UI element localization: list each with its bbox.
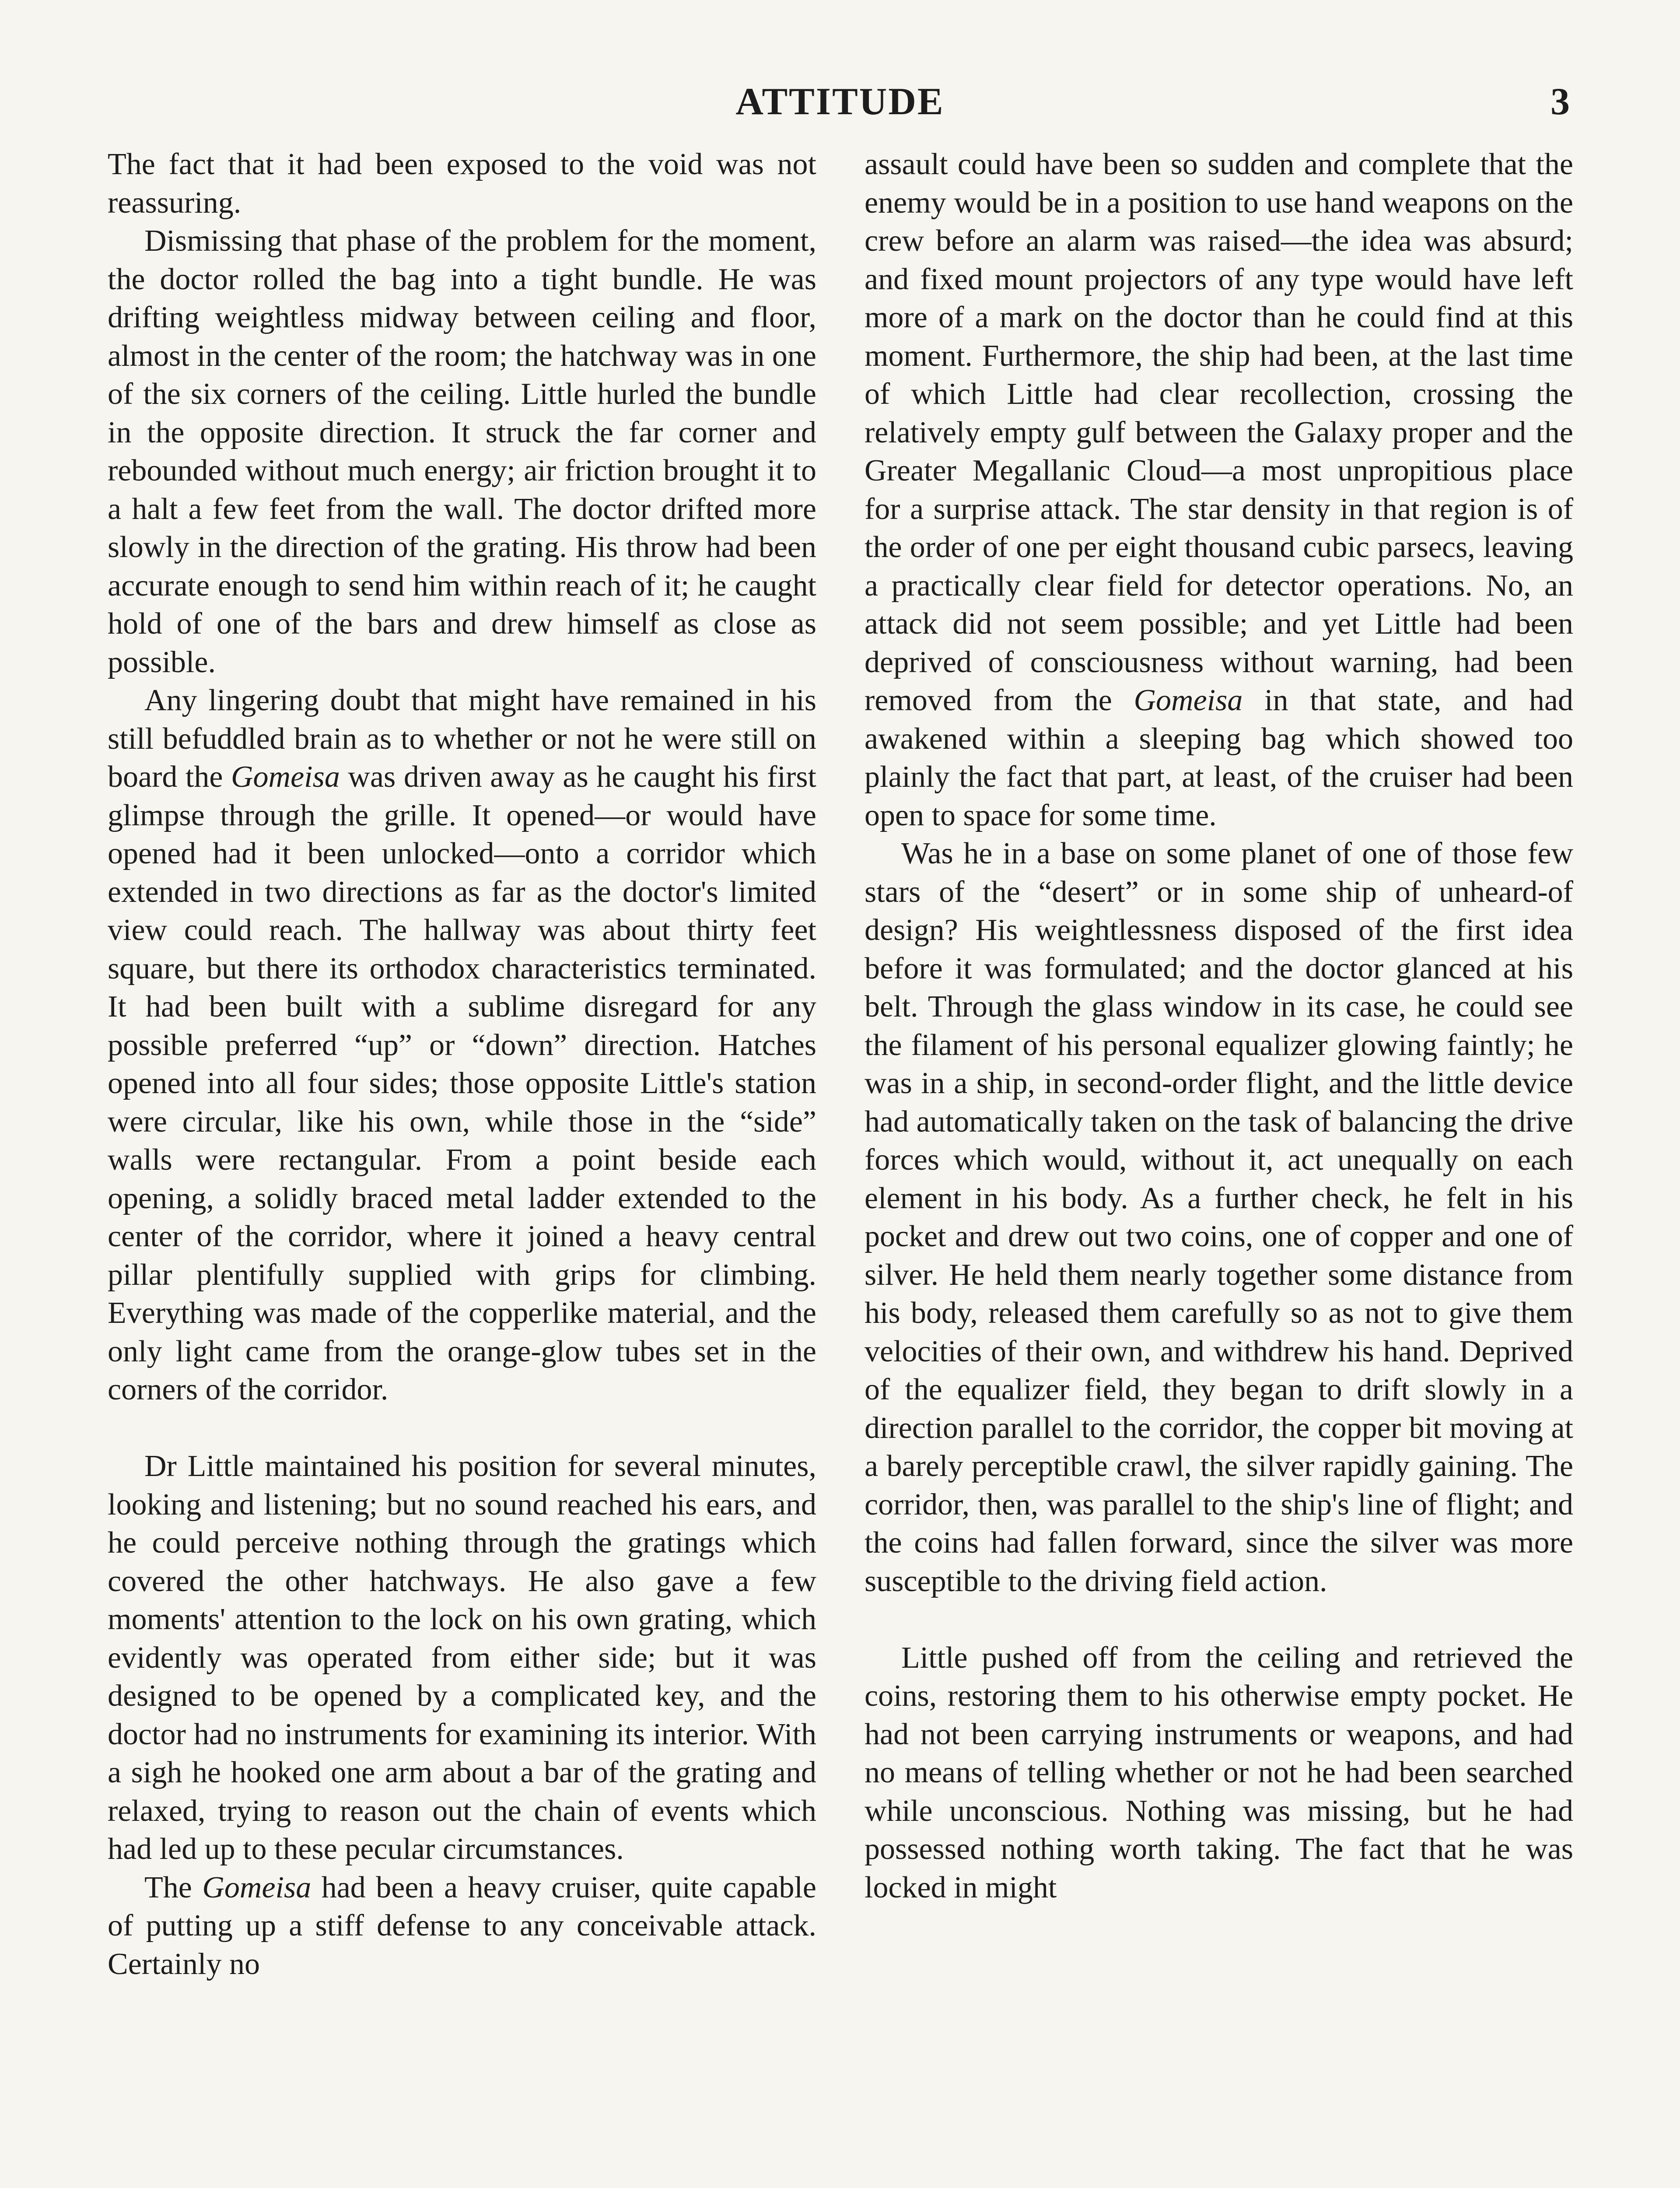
page-title: ATTITUDE [735,81,945,123]
paragraph-text: was driven away as he caught his first glimpse through the grille. It opened—or would have opened had it been unlocked—onto a corridor which extended in two directions as far as the doctor's limited view could reach. The hallway was about thirty feet square, but there its orthodox characteristics terminated. It had been built with a sublime disregard for any possible preferred “up” or “down” direction. Hatches opened into all four sides; those opposite Little's station were circular, like his own, while those in the “side” walls were rectangular. From a point beside each opening, a solidly braced metal ladder extended to the center of the corridor, where it joined a heavy central pillar plentifully supplied with grips for climbing. Everything was made of the copperlike material, and the only light came from the orange-glow tubes set in the corners of the corridor. [108,760,817,1406]
paragraph-text: assault could have been so sudden and complete that the enemy would be in a position to use hand weapons on the crew before an alarm was raised—the idea was absurd; and fixed mount projectors of any type would have left more of a mark on the doctor than he could find at this moment. Furthermore, the ship had been, at the last time of which Little had clear recollection, crossing the relatively empty gulf between the Galaxy proper and the Greater Megallanic Cloud—a most unpropitious place for a surprise attack. The star density in that region is of the order of one per eight thousand cubic parsecs, leaving a practically clear field for detector operations. No, an attack did not seem possible; and yet Little had been deprived of consciousness without warning, had been removed from the [864,147,1573,717]
paragraph [864,145,1573,835]
paragraph: Little pushed off from the ceiling and retrieved the coins, restoring them to his otherwise empty pocket. He had not been carrying instruments or weapons, and had no means of telling whether or not he had been searched while unconscious. Nothing was missing, but he had possessed nothing worth taking. The fact that he was locked in might [864,1641,1573,1904]
page-header [0,78,1680,130]
page-number: 3 [1550,81,1570,123]
right-column [864,145,1573,1907]
left-column [108,145,816,1983]
paragraph: Was he in a base on some planet of one of those few stars of the “desert” or in some ship of unheard-of design? His weightlessness disposed of the first idea before it was formulated; and the doctor glanced at his belt. Through the glass window in its case, he could see the filament of his personal equalizer glowing faintly; he was in a ship, in second-order flight, and the little device had automatically taken on the task of balancing the drive forces which would, without it, act unequally on each element in his body. As a further check, he felt in his pocket and drew out two coins, one of copper and one of silver. He held them nearly together some distance from his body, released them carefully so as not to give them velocities of their own, and withdrew his hand. Deprived of the equalizer field, they began to drift slowly in a direction parallel to the corridor, the copper bit moving at a barely perceptible crawl, the silver rapidly gaining. The corridor, then, was parallel to the ship's line of flight; and the coins had fallen forward, since the silver was more susceptible to the driving field action. [864,837,1573,1598]
paragraph-text: The [144,1870,192,1904]
paragraph-text: in that state, and had awakened within a sleeping bag which showed too plainly the fact that part, at least, of the cruiser had been open to space for some time. [864,684,1573,832]
ship-name: Gomeisa [202,1870,312,1904]
paragraph: Dr Little maintained his position for several minutes, looking and listening; but no sound reached his ears, and he could perceive nothing through the gratings which covered the other hatchways. He also gave a few moments' attention to the lock on his own grating, which evidently was operated from either side; but it was designed to be opened by a complicated key, and the doctor had no instruments for examining its interior. With a sigh he hooked one arm about a bar of the grating and relaxed, trying to reason out the chain of events which had led up to these pecular circumstances. [108,1449,816,1866]
paragraph: The fact that it had been exposed to the void was not reassuring. [108,147,816,220]
ship-name: Gomeisa [231,760,340,794]
paragraph [108,1869,816,1984]
ship-name: Gomeisa [1134,684,1243,717]
paragraph-text: had been a heavy cruiser, quite capable of putting up a stiff defense to any conceivable attack. Certainly no [108,1870,816,1981]
paragraph-text: Any lingering doubt that might have remained in his still befuddled brain as to whether or not he were still on board the [108,684,816,794]
paragraph: Dismissing that phase of the problem for the moment, the doctor rolled the bag into a tight bundle. He was drifting weightless midway between ceiling and floor, almost in the center of the room; the hatchway was in one of the six corners of the ceiling. Little hurled the bundle in the opposite direction. It struck the far corner and rebounded without much energy; air friction brought it to a halt a few feet from the wall. The doctor drifted more slowly in the direction of the grating. His throw had been accurate enough to send him within reach of it; he caught hold of one of the bars and drew himself as close as possible. [108,224,816,679]
paragraph [108,681,816,1409]
